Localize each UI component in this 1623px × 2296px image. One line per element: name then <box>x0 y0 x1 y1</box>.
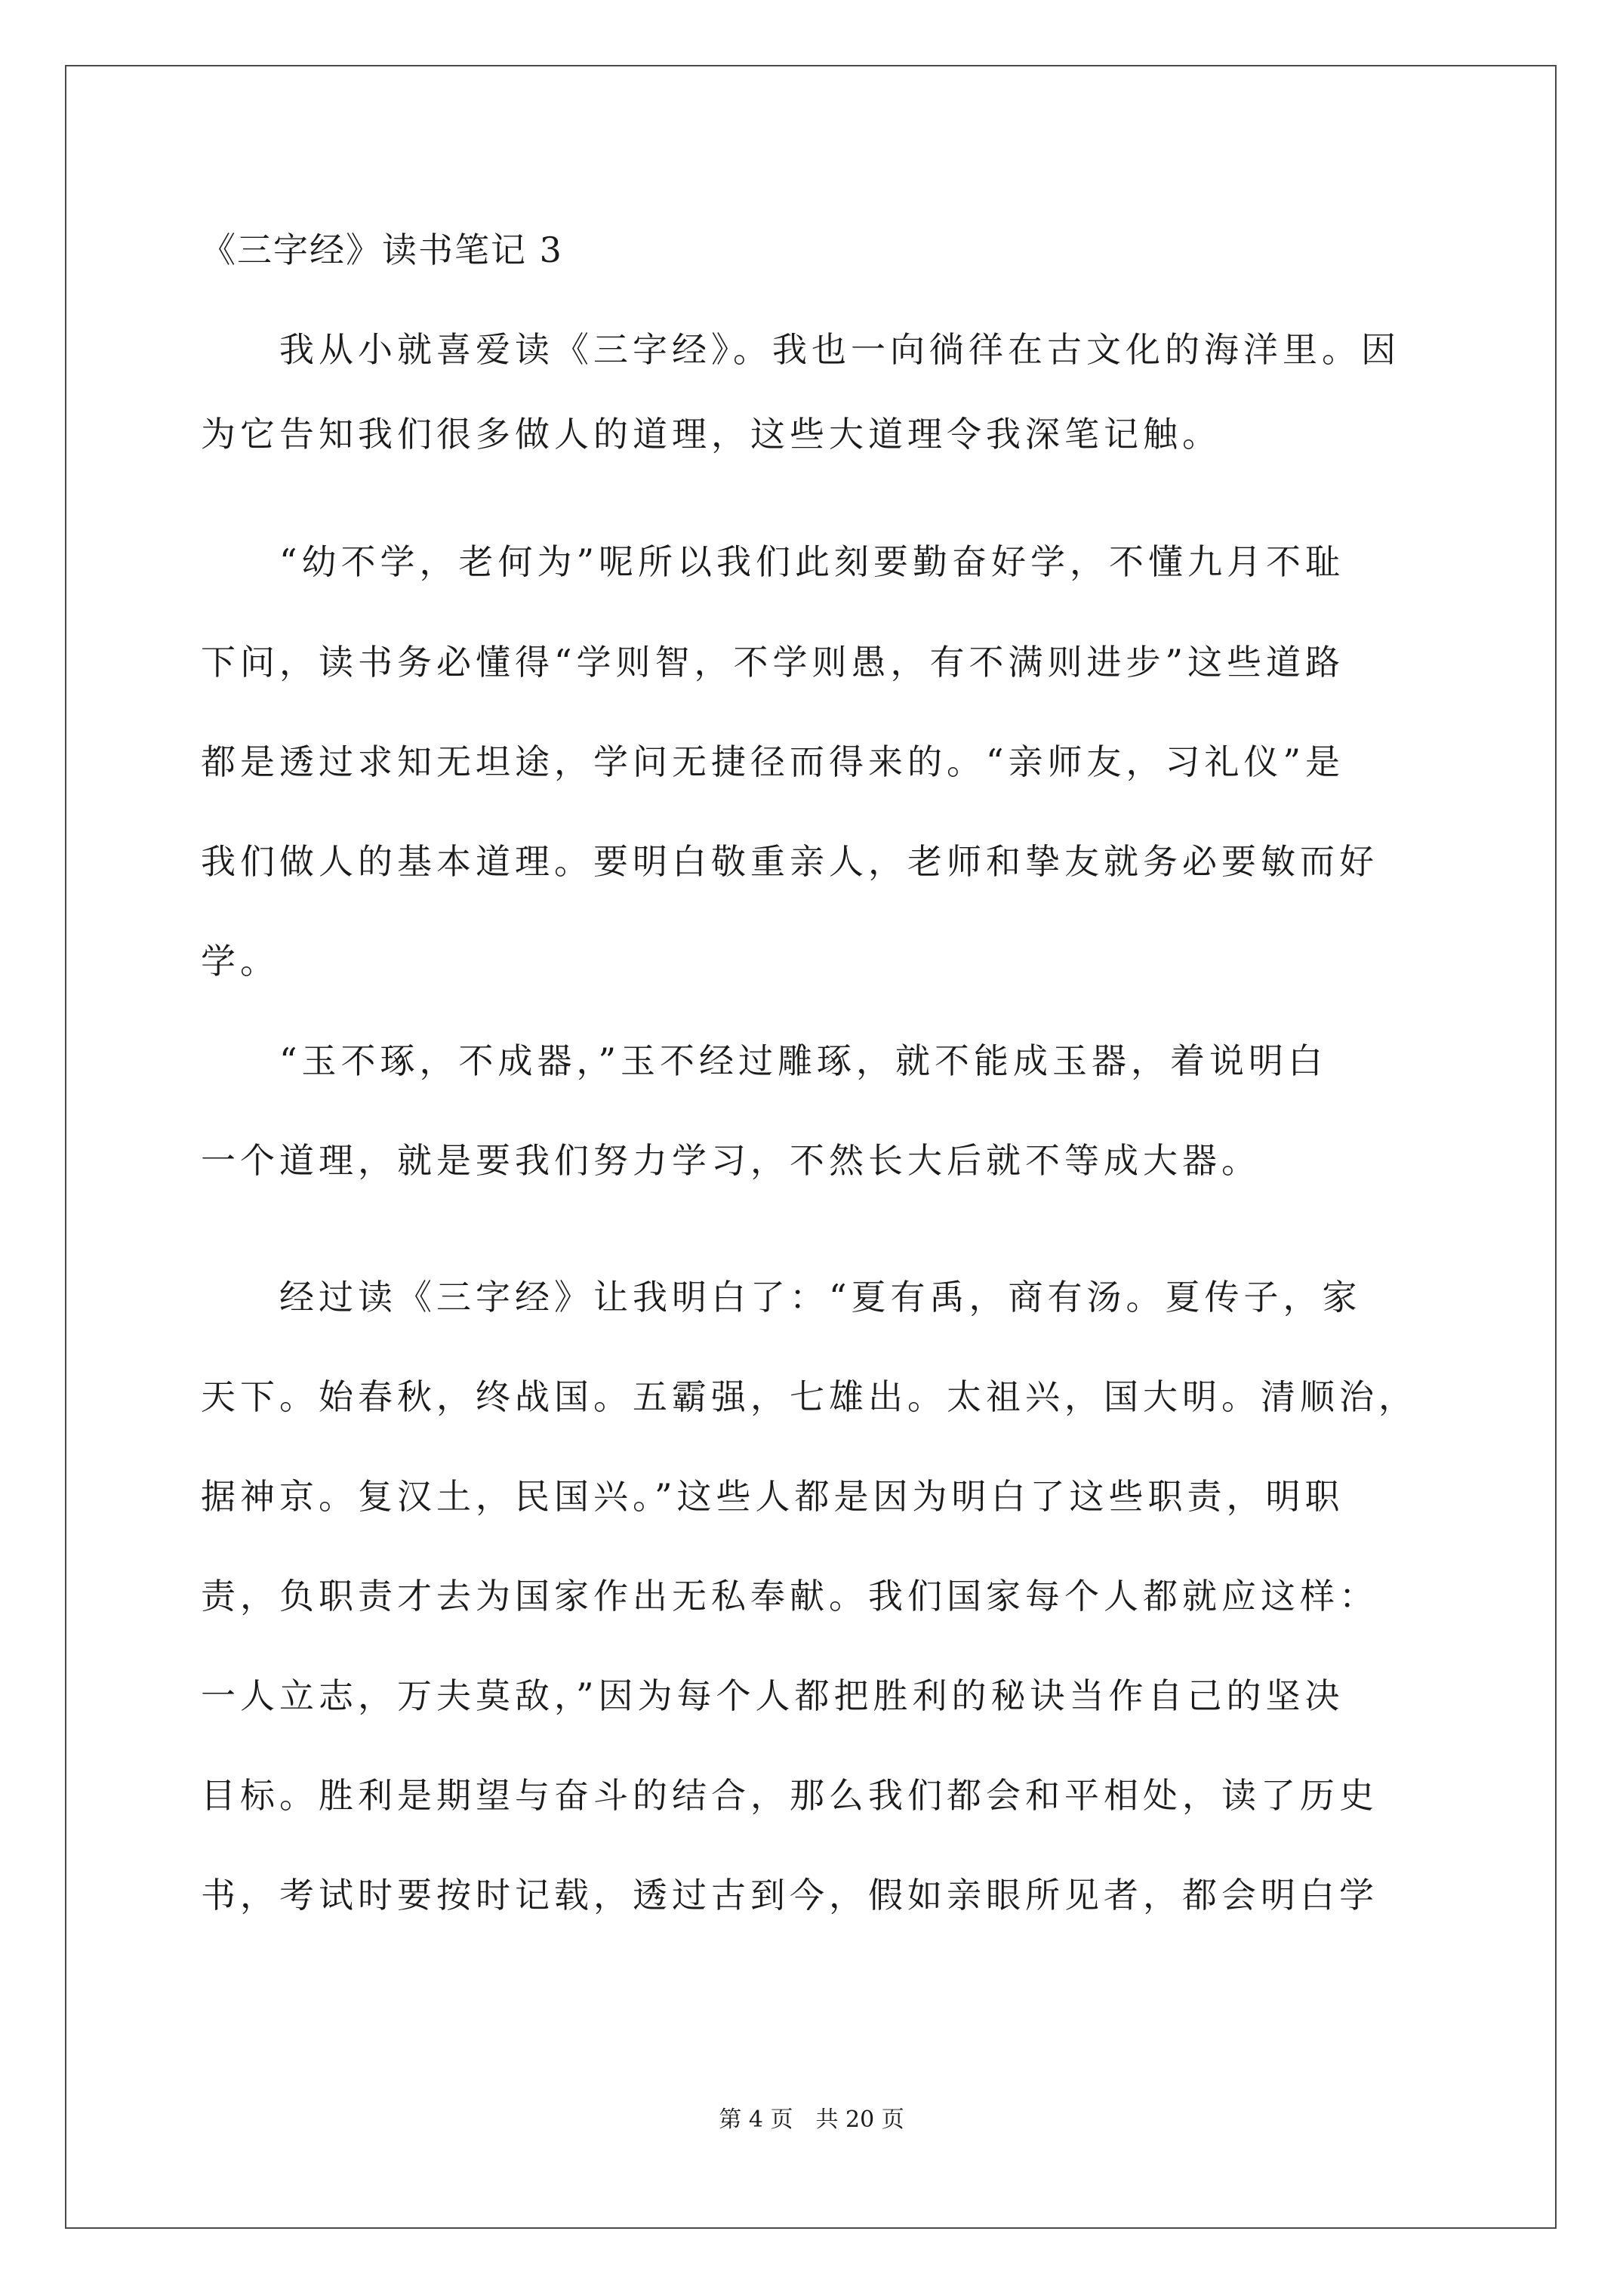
text-line: 天下。始春秋，终战国。五霸强，七雄出。太祖兴，国大明。清顺治， <box>201 1376 1418 1417</box>
text-line: 为它告知我们很多做人的道理，这些大道理令我深笔记触。 <box>201 414 1221 455</box>
text-line: 我们做人的基本道理。要明白敬重亲人，老师和挚友就务必要敏而好 <box>201 841 1378 882</box>
text-line: 我从小就喜爱读《三字经》。我也一向徜徉在古文化的海洋里。因 <box>201 329 1400 370</box>
text-line: 经过读《三字经》让我明白了：“夏有禹，商有汤。夏传子，家 <box>201 1277 1362 1318</box>
text-line: 据神京。复汉土，民国兴。”这些人都是因为明白了这些职责，明职 <box>201 1476 1344 1517</box>
text-line: “幼不学，老何为”呢所以我们此刻要勤奋好学，不懂九月不耻 <box>201 541 1345 582</box>
text-line: 一人立志，万夫莫敌，”因为每个人都把胜利的秘诀当作自己的坚决 <box>201 1675 1344 1716</box>
text-line: “玉不琢，不成器，”玉不经过雕琢，就不能成玉器，着说明白 <box>201 1040 1328 1081</box>
page-number: 第 4 页 共 20 页 <box>719 2106 904 2133</box>
text-line: 责，负职责才去为国家作出无私奉献。我们国家每个人都就应这样： <box>201 1576 1378 1616</box>
text-line: 目标。胜利是期望与奋斗的结合，那么我们都会和平相处，读了历史 <box>201 1775 1378 1816</box>
text-line: 一个道理，就是要我们努力学习，不然长大后就不等成大器。 <box>201 1140 1261 1181</box>
document-title: 《三字经》读书笔记 3 <box>201 230 563 270</box>
text-line: 学。 <box>201 941 279 982</box>
text-line: 书，考试时要按时记载，透过古到今，假如亲眼所见者，都会明白学 <box>201 1875 1378 1915</box>
text-line: 下问，读书务必懂得“学则智，不学则愚，有不满则进步”这些道路 <box>201 642 1345 683</box>
text-line: 都是透过求知无坦途，学问无捷径而得来的。“亲师友，习礼仪”是 <box>201 741 1345 782</box>
